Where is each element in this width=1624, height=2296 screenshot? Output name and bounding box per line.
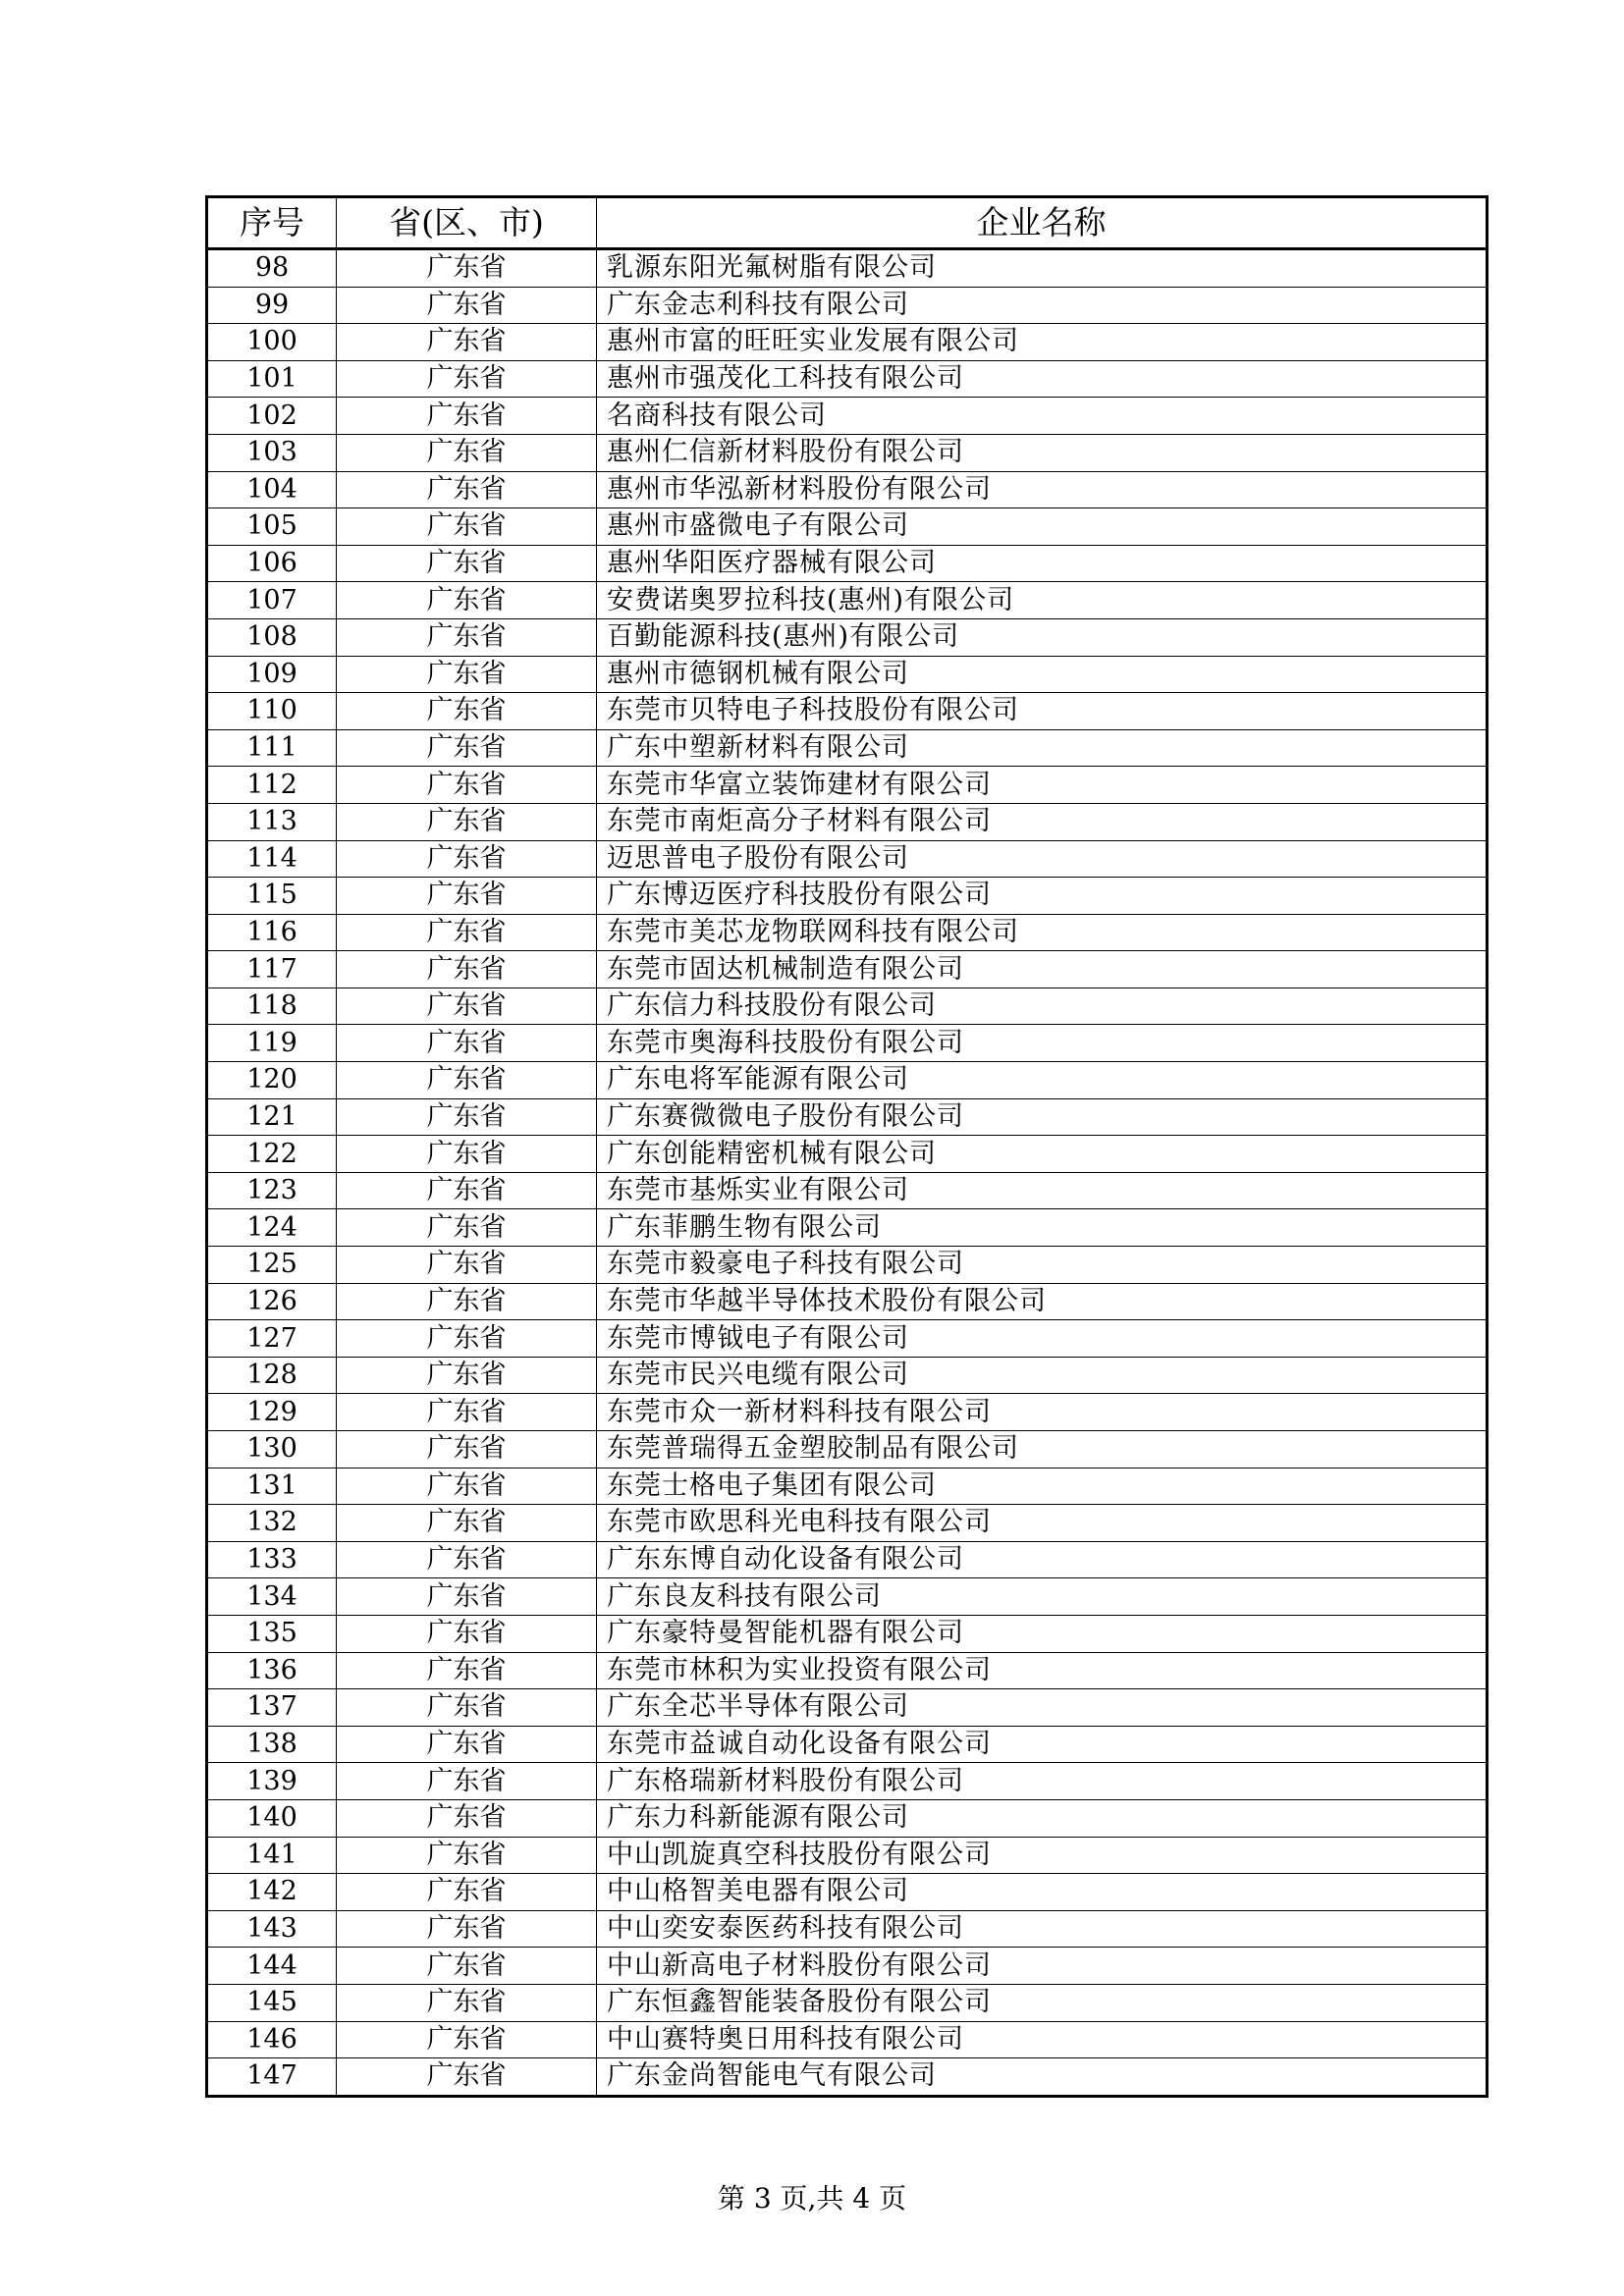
row-company-name: 惠州市富的旺旺实业发展有限公司 [597,324,1488,361]
table-row [207,693,1488,730]
row-company-name: 东莞市众一新材料科技有限公司 [597,1394,1488,1431]
row-company-name: 安费诺奥罗拉科技(惠州)有限公司 [597,582,1488,619]
row-serial-number: 126 [207,1283,337,1320]
header-province: 省(区、市) [337,197,597,249]
table-row [207,508,1488,546]
row-province: 广东省 [337,1431,597,1468]
row-serial-number: 117 [207,951,337,988]
table-row [207,2058,1488,2097]
row-province: 广东省 [337,693,597,730]
row-serial-number: 133 [207,1541,337,1578]
row-company-name: 惠州华阳医疗器械有限公司 [597,545,1488,582]
row-company-name: 广东创能精密机械有限公司 [597,1136,1488,1173]
table-row [207,1394,1488,1431]
row-province: 广东省 [337,249,597,288]
row-province: 广东省 [337,1984,597,2021]
row-province: 广东省 [337,1505,597,1542]
row-serial-number: 121 [207,1098,337,1136]
row-serial-number: 106 [207,545,337,582]
table-row [207,1984,1488,2021]
row-company-name: 东莞市毅豪电子科技有限公司 [597,1247,1488,1284]
table-row [207,1357,1488,1394]
row-serial-number: 127 [207,1320,337,1358]
row-serial-number: 114 [207,840,337,878]
row-serial-number: 125 [207,1247,337,1284]
table-row [207,324,1488,361]
row-serial-number: 146 [207,2021,337,2058]
table-row [207,1910,1488,1948]
header-company-name: 企业名称 [597,197,1488,249]
row-serial-number: 103 [207,434,337,471]
row-company-name: 广东博迈医疗科技股份有限公司 [597,878,1488,915]
row-company-name: 东莞普瑞得五金塑胶制品有限公司 [597,1431,1488,1468]
row-serial-number: 140 [207,1799,337,1837]
row-province: 广东省 [337,508,597,546]
row-serial-number: 110 [207,693,337,730]
table-row [207,1431,1488,1468]
header-row [207,197,1488,249]
row-province: 广东省 [337,988,597,1025]
row-company-name: 中山凯旋真空科技股份有限公司 [597,1837,1488,1874]
table-row [207,729,1488,767]
row-serial-number: 108 [207,618,337,656]
row-serial-number: 141 [207,1837,337,1874]
row-serial-number: 118 [207,988,337,1025]
table-row [207,1025,1488,1062]
row-serial-number: 99 [207,287,337,324]
row-province: 广东省 [337,1394,597,1431]
table-row [207,2021,1488,2058]
row-province: 广东省 [337,287,597,324]
row-company-name: 中山格智美电器有限公司 [597,1874,1488,1911]
row-province: 广东省 [337,1468,597,1505]
table-row [207,1615,1488,1652]
row-company-name: 广东格瑞新材料股份有限公司 [597,1763,1488,1800]
row-province: 广东省 [337,1357,597,1394]
row-serial-number: 130 [207,1431,337,1468]
row-company-name: 东莞市基烁实业有限公司 [597,1172,1488,1209]
row-company-name: 惠州市强茂化工科技有限公司 [597,360,1488,398]
row-province: 广东省 [337,1209,597,1247]
row-province: 广东省 [337,1948,597,1985]
row-company-name: 广东中塑新材料有限公司 [597,729,1488,767]
table-row [207,951,1488,988]
table-row [207,1652,1488,1689]
row-company-name: 东莞市美芯龙物联网科技有限公司 [597,914,1488,951]
row-province: 广东省 [337,1541,597,1578]
row-province: 广东省 [337,545,597,582]
row-serial-number: 101 [207,360,337,398]
row-province: 广东省 [337,618,597,656]
row-serial-number: 143 [207,1910,337,1948]
row-serial-number: 104 [207,471,337,508]
row-company-name: 中山奕安泰医药科技有限公司 [597,1910,1488,1948]
row-serial-number: 124 [207,1209,337,1247]
table-row [207,398,1488,435]
table-row [207,914,1488,951]
row-serial-number: 112 [207,767,337,804]
table-row [207,803,1488,840]
row-company-name: 东莞市益诚自动化设备有限公司 [597,1726,1488,1763]
row-province: 广东省 [337,1136,597,1173]
row-company-name: 乳源东阳光氟树脂有限公司 [597,249,1488,288]
row-serial-number: 139 [207,1763,337,1800]
row-serial-number: 102 [207,398,337,435]
row-province: 广东省 [337,1320,597,1358]
row-province: 广东省 [337,2021,597,2058]
row-company-name: 惠州仁信新材料股份有限公司 [597,434,1488,471]
row-company-name: 广东东博自动化设备有限公司 [597,1541,1488,1578]
row-province: 广东省 [337,1763,597,1800]
table-body [207,249,1488,2097]
row-serial-number: 142 [207,1874,337,1911]
row-serial-number: 105 [207,508,337,546]
row-company-name: 广东电将军能源有限公司 [597,1062,1488,1099]
row-company-name: 东莞市博钺电子有限公司 [597,1320,1488,1358]
row-province: 广东省 [337,656,597,693]
table-row [207,434,1488,471]
row-company-name: 名商科技有限公司 [597,398,1488,435]
row-serial-number: 113 [207,803,337,840]
table-header [207,197,1488,249]
row-serial-number: 123 [207,1172,337,1209]
table-row [207,545,1488,582]
row-serial-number: 144 [207,1948,337,1985]
table-row [207,1948,1488,1985]
row-serial-number: 115 [207,878,337,915]
row-serial-number: 131 [207,1468,337,1505]
row-company-name: 广东赛微微电子股份有限公司 [597,1098,1488,1136]
table-row [207,988,1488,1025]
row-serial-number: 138 [207,1726,337,1763]
table-row [207,1874,1488,1911]
row-serial-number: 100 [207,324,337,361]
row-province: 广东省 [337,1247,597,1284]
row-company-name: 东莞市民兴电缆有限公司 [597,1357,1488,1394]
row-company-name: 广东良友科技有限公司 [597,1578,1488,1616]
row-province: 广东省 [337,1799,597,1837]
row-province: 广东省 [337,1172,597,1209]
row-province: 广东省 [337,1025,597,1062]
row-company-name: 东莞市南炬高分子材料有限公司 [597,803,1488,840]
table-row [207,878,1488,915]
row-company-name: 惠州市德钢机械有限公司 [597,656,1488,693]
table-row [207,1541,1488,1578]
table-row [207,1689,1488,1727]
company-list-table-wrap [205,195,1486,2098]
row-serial-number: 145 [207,1984,337,2021]
row-company-name: 东莞市欧思科光电科技有限公司 [597,1505,1488,1542]
row-company-name: 中山新高电子材料股份有限公司 [597,1948,1488,1985]
row-serial-number: 132 [207,1505,337,1542]
table-row [207,656,1488,693]
table-row [207,1578,1488,1616]
row-province: 广东省 [337,2058,597,2097]
row-province: 广东省 [337,1062,597,1099]
row-province: 广东省 [337,1098,597,1136]
table-row [207,249,1488,288]
table-row [207,1726,1488,1763]
row-company-name: 广东豪特曼智能机器有限公司 [597,1615,1488,1652]
row-serial-number: 134 [207,1578,337,1616]
page-footer: 第 3 页,共 4 页 [717,2182,907,2215]
row-company-name: 中山赛特奥日用科技有限公司 [597,2021,1488,2058]
row-company-name: 迈思普电子股份有限公司 [597,840,1488,878]
header-serial-number: 序号 [207,197,337,249]
row-serial-number: 136 [207,1652,337,1689]
table-row [207,1763,1488,1800]
table-row [207,767,1488,804]
row-province: 广东省 [337,360,597,398]
row-serial-number: 135 [207,1615,337,1652]
row-province: 广东省 [337,1578,597,1616]
row-company-name: 广东力科新能源有限公司 [597,1799,1488,1837]
table-row [207,1468,1488,1505]
row-province: 广东省 [337,1615,597,1652]
table-row [207,1505,1488,1542]
table-row [207,1209,1488,1247]
row-company-name: 东莞市华富立装饰建材有限公司 [597,767,1488,804]
table-row [207,1136,1488,1173]
row-serial-number: 122 [207,1136,337,1173]
row-province: 广东省 [337,1837,597,1874]
row-province: 广东省 [337,1726,597,1763]
row-company-name: 东莞市华越半导体技术股份有限公司 [597,1283,1488,1320]
row-company-name: 惠州市盛微电子有限公司 [597,508,1488,546]
row-serial-number: 128 [207,1357,337,1394]
table-row [207,360,1488,398]
row-company-name: 广东全芯半导体有限公司 [597,1689,1488,1727]
row-province: 广东省 [337,914,597,951]
row-company-name: 东莞市奥海科技股份有限公司 [597,1025,1488,1062]
row-company-name: 东莞市贝特电子科技股份有限公司 [597,693,1488,730]
table-row [207,1098,1488,1136]
table-row [207,840,1488,878]
row-serial-number: 107 [207,582,337,619]
row-province: 广东省 [337,840,597,878]
table-row [207,1172,1488,1209]
row-company-name: 东莞市固达机械制造有限公司 [597,951,1488,988]
table-row [207,582,1488,619]
row-province: 广东省 [337,878,597,915]
row-serial-number: 120 [207,1062,337,1099]
row-province: 广东省 [337,582,597,619]
row-company-name: 广东信力科技股份有限公司 [597,988,1488,1025]
table-row [207,1799,1488,1837]
row-province: 广东省 [337,1689,597,1727]
table-row [207,1062,1488,1099]
row-company-name: 东莞市林积为实业投资有限公司 [597,1652,1488,1689]
row-province: 广东省 [337,324,597,361]
table-row [207,1320,1488,1358]
table-row [207,1247,1488,1284]
row-serial-number: 119 [207,1025,337,1062]
row-serial-number: 109 [207,656,337,693]
company-list-table [205,195,1489,2098]
row-serial-number: 129 [207,1394,337,1431]
row-province: 广东省 [337,398,597,435]
row-company-name: 百勤能源科技(惠州)有限公司 [597,618,1488,656]
row-company-name: 广东金尚智能电气有限公司 [597,2058,1488,2097]
row-province: 广东省 [337,471,597,508]
row-province: 广东省 [337,1652,597,1689]
row-province: 广东省 [337,729,597,767]
row-company-name: 广东恒鑫智能装备股份有限公司 [597,1984,1488,2021]
row-province: 广东省 [337,951,597,988]
row-province: 广东省 [337,1910,597,1948]
row-serial-number: 111 [207,729,337,767]
row-serial-number: 98 [207,249,337,288]
row-serial-number: 137 [207,1689,337,1727]
table-row [207,618,1488,656]
row-serial-number: 116 [207,914,337,951]
row-company-name: 广东金志利科技有限公司 [597,287,1488,324]
row-company-name: 惠州市华泓新材料股份有限公司 [597,471,1488,508]
row-province: 广东省 [337,434,597,471]
row-province: 广东省 [337,1283,597,1320]
row-company-name: 广东菲鹏生物有限公司 [597,1209,1488,1247]
row-serial-number: 147 [207,2058,337,2097]
row-province: 广东省 [337,803,597,840]
table-row [207,287,1488,324]
row-company-name: 东莞士格电子集团有限公司 [597,1468,1488,1505]
row-province: 广东省 [337,767,597,804]
table-row [207,1837,1488,1874]
table-row [207,471,1488,508]
table-row [207,1283,1488,1320]
row-province: 广东省 [337,1874,597,1911]
